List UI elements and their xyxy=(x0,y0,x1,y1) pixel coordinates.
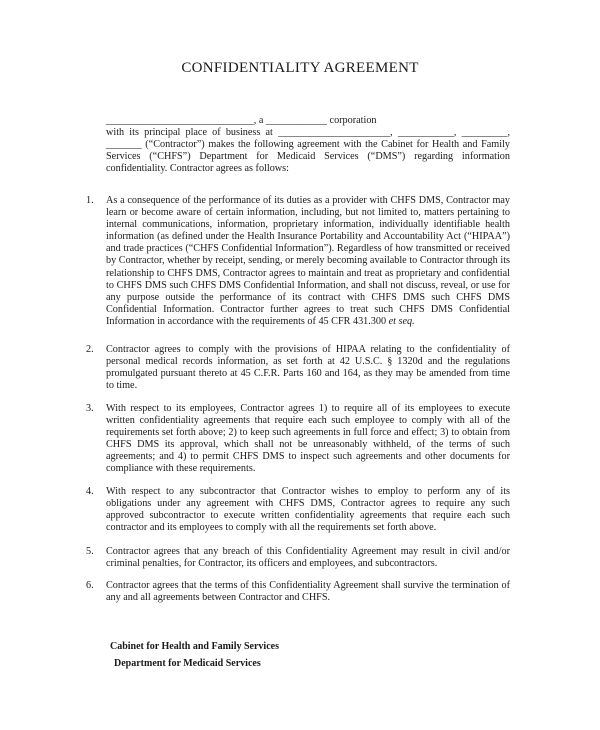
item-3-number: 3. xyxy=(86,403,94,414)
item-1-number: 1. xyxy=(86,195,94,206)
page-title: CONFIDENTIALITY AGREEMENT xyxy=(181,60,419,76)
item-4-text: With respect to any subcontractor that Contractor wishes to employ to perform any of its obligations under any agreement with CHFS DMS, Contractor agrees to require any such approved subcontractor to execute written confidentiality agreements that require each such contractor and its employees to comply with all the requirements set forth above. xyxy=(106,486,510,534)
signature-department: Department for Medicaid Services xyxy=(114,658,261,669)
item-6-number: 6. xyxy=(86,580,94,591)
item-1-body: As a consequence of the performance of its duties as a provider with CHFS DMS, Contractor may learn or become aware of certain information, including, but not limited to, matters pertaining to internal communications, information, proprietary information, individually identifiable health information (as defined under the Health Insurance Portability and Accountability Act (“HIPAA”) and trade practices (“CHFS Confidential Information”). Regardless of how transmitted or received by Contractor, whether by receipt, sending, or merely becoming available to Contractor through its relationship to CHFS DMS, Contractor agrees to maintain and treat as proprietary and confidential to CHFS DMS such CHFS DMS Confidential Information, and shall not discuss, reveal, or use for any purpose outside the performance of its contract with CHFS DMS such CHFS DMS Confidential Information. Contractor further agrees to treat such CHFS DMS Confidential Information in accordance with the requirements of 45 CFR 431.300 xyxy=(106,195,510,327)
item-5-number: 5. xyxy=(86,546,94,557)
item-5-text: Contractor agrees that any breach of this Confidentiality Agreement may result in civil and/or criminal penalties, for Contractor, its officers and employees, and subcontractors. xyxy=(106,546,510,570)
item-4-number: 4. xyxy=(86,486,94,497)
item-3-text: With respect to its employees, Contractor agrees 1) to require all of its employees to execute written confidentiality agreements that require each such employee to comply with all of the requirements set forth above; 2) to keep such agreements in full force and effect; 3) to obtain from CHFS DMS its approval, which shall not be unreasonably withheld, of the terms of such agreements; and 4) to permit CHFS DMS to inspect such agreements and other documents for compliance with these requirements. xyxy=(106,403,510,475)
intro-first-line: _____________________________, a ____________ corporation xyxy=(106,115,377,126)
item-2-text: Contractor agrees to comply with the provisions of HIPAA relating to the confidentiality of personal medical records information, as set forth at 42 U.S.C. § 1320d and the regulations promulgated pursuant thereto at 45 C.F.R. Parts 160 and 164, as they may be amended from time to time. xyxy=(106,344,510,392)
signature-cabinet: Cabinet for Health and Family Services xyxy=(110,641,279,652)
intro-paragraph xyxy=(106,115,510,175)
item-6-text: Contractor agrees that the terms of this Confidentiality Agreement shall survive the termination of any and all agreements between Contractor and CHFS. xyxy=(106,580,510,604)
item-2-number: 2. xyxy=(86,344,94,355)
item-1-italic: et seq. xyxy=(388,315,415,327)
intro-body: with its principal place of business at ______________________, ___________, _________, _______ (“Contractor”) makes the following agreement with the Cabinet for Health and Family Services (“CHFS”) Department for Medicaid Services (“DMS”) regarding information confidentiality. Contractor agrees as follows: xyxy=(106,127,510,175)
item-1-text xyxy=(106,195,510,328)
